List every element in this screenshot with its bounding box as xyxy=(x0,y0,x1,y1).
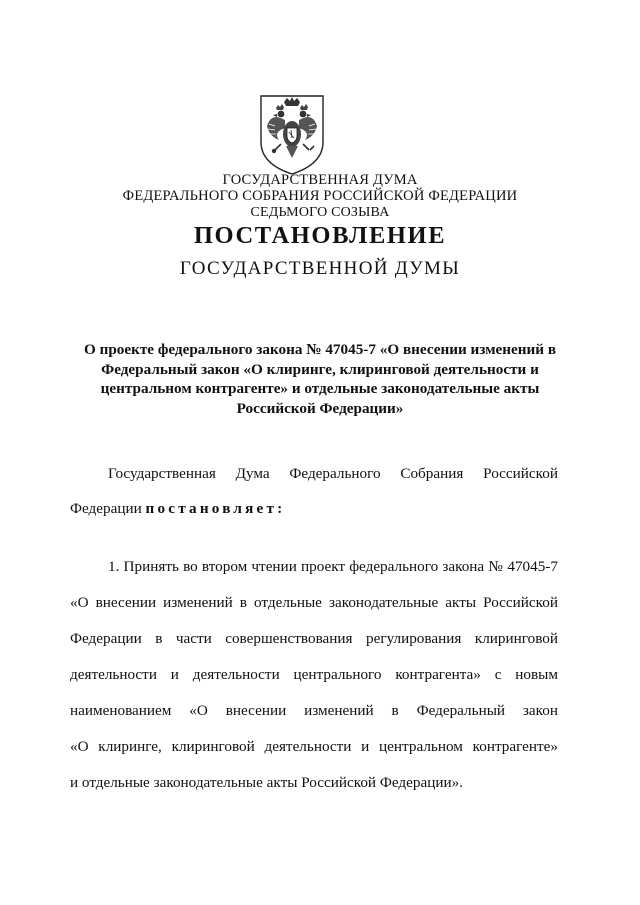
russian-double-headed-eagle-icon xyxy=(255,92,329,176)
subject-line: центральном контрагенте» и отдельные законодательные акты xyxy=(100,380,540,397)
org-line-1: ГОСУДАРСТВЕННАЯ ДУМА xyxy=(222,172,418,188)
subject-line: Российской Федерации» xyxy=(236,399,404,417)
org-line-2: ФЕДЕРАЛЬНОГО СОБРАНИЯ РОССИЙСКОЙ ФЕДЕРАЦИИ xyxy=(122,188,518,204)
clause-line: «О внесении изменений в отдельные законодательные акты Российской xyxy=(70,594,558,611)
subject-line: Федеральный закон «О клиринге, клиринговой деятельности и xyxy=(101,360,539,378)
clause-line: 1. Принять во втором чтении проект федерального закона № 47045-7 xyxy=(108,558,558,575)
document-issuer: ГОСУДАРСТВЕННОЙ ДУМЫ xyxy=(179,258,461,279)
org-line-3: СЕДЬМОГО СОЗЫВА xyxy=(250,205,390,220)
preamble-line: Государственная Дума Федерального Собрания Российской xyxy=(108,465,558,482)
clause-line: Федерации в части совершенствования регулирования клиринговой xyxy=(70,630,558,647)
decree-word: постановляет: xyxy=(145,500,286,517)
subject-line: О проекте федерального закона № 47045-7 «О внесении изменений в xyxy=(83,341,557,358)
document-subject xyxy=(60,340,580,418)
clause-line: «О клиринге, клиринговой деятельности и центральном контрагенте» xyxy=(70,738,558,755)
document-type-title: ПОСТАНОВЛЕНИЕ xyxy=(193,222,447,249)
preamble-line xyxy=(70,500,558,518)
clause-line: деятельности и деятельности центрального контрагента» с новым xyxy=(70,666,558,683)
clause-line: и отдельные законодательные акты Российской Федерации». xyxy=(70,774,463,791)
clause-line: наименованием «О внесении изменений в Федеральный закон xyxy=(70,702,558,719)
preamble-text: Федерации xyxy=(70,500,146,517)
